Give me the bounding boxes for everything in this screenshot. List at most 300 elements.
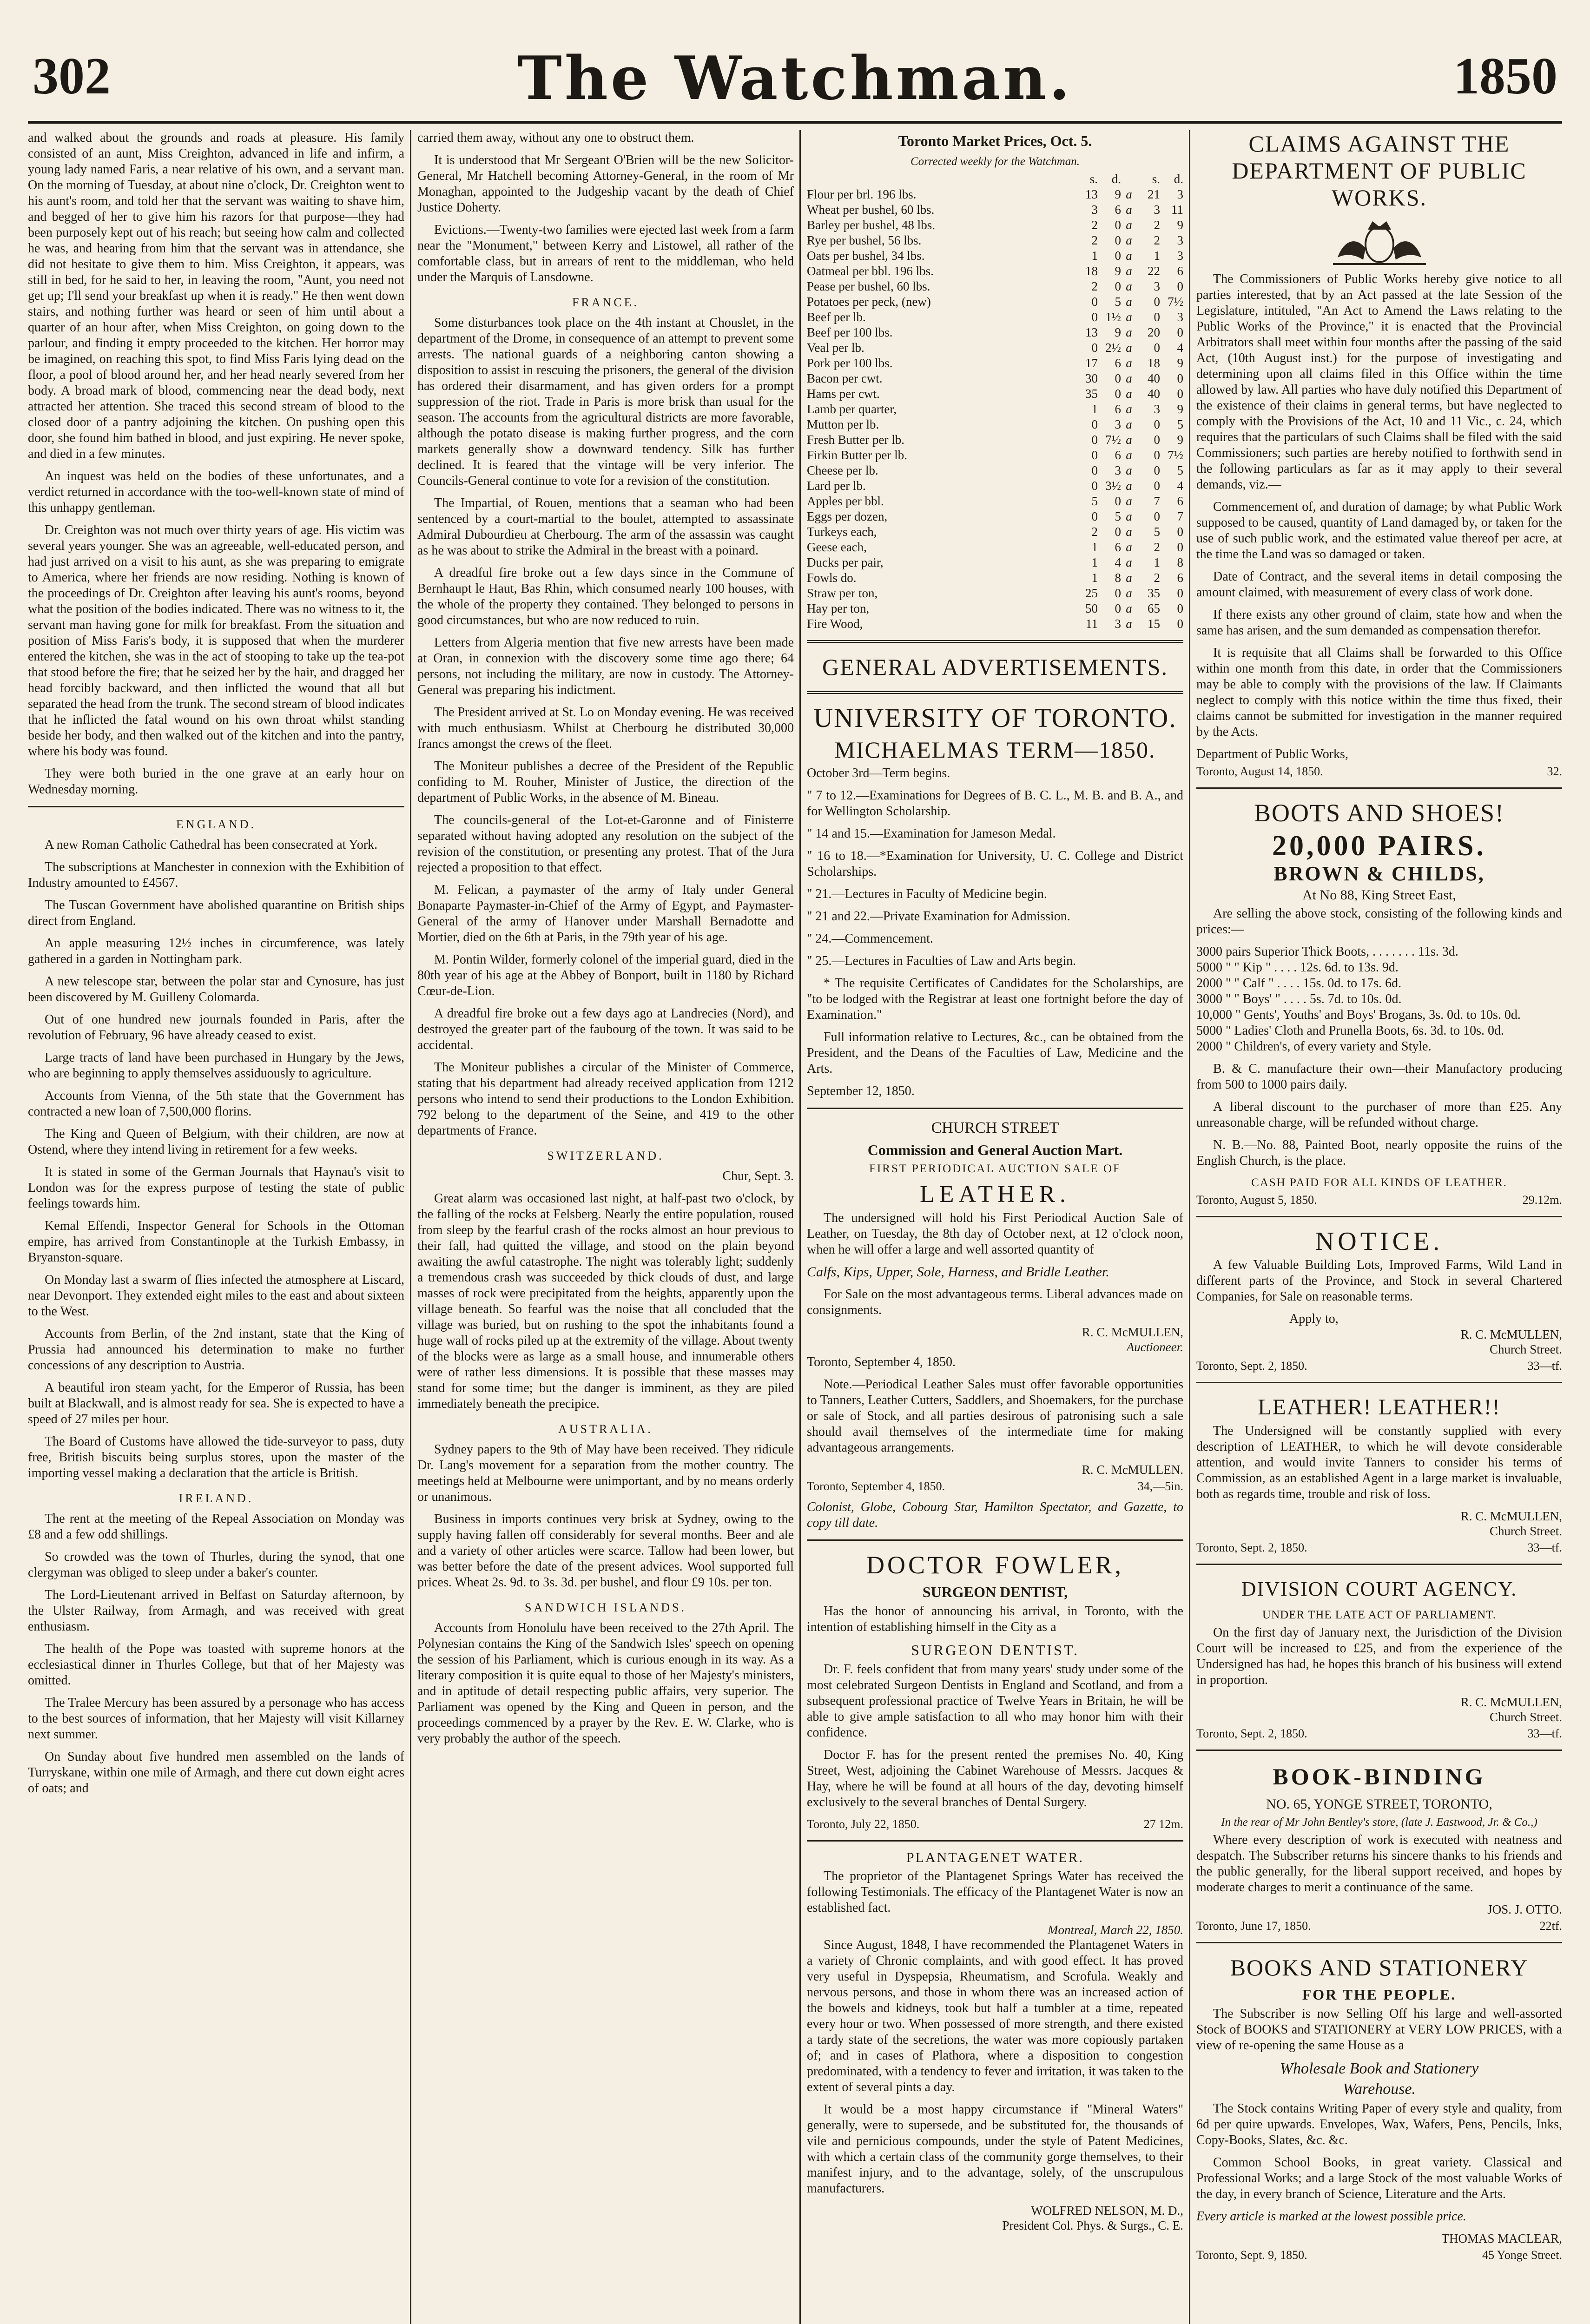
market-value: 1: [1091, 540, 1098, 554]
divider: [807, 640, 1183, 643]
boots-price-line: 5000 " " Kip " . . . . 12s. 6d. to 13s. 9d.: [1196, 960, 1399, 975]
books-signature: THOMAS MACLEAR,: [1441, 2232, 1562, 2245]
market-item: Veal per lb.: [807, 341, 864, 355]
auction-signature-role: Auctioneer.: [1126, 1340, 1183, 1354]
market-value: a: [1126, 402, 1132, 416]
claims-body: If there exists any other ground of claim, state how and when the same has arisen, and the sum demanded as compensation therefor.: [1196, 607, 1562, 638]
market-row: [807, 325, 1183, 340]
news-item: The King and Queen of Belgium, with their children, are now at Ostend, where they intend living in retirement for a few weeks.: [28, 1127, 404, 1157]
market-value: 7: [1154, 494, 1160, 508]
news-item: The President arrived at St. Lo on Monday evening. He was received with much enthusiasm. Whilst at Cherbourg he distributed 30,000 francs amongst the crews of the fleet.: [417, 705, 794, 751]
news-item: The Tralee Mercury has been assured by a personage who has access to the best sources of information, that her Majesty will visit Killarney next summer.: [28, 1696, 404, 1742]
market-prices-table: [807, 172, 1183, 632]
boots-date: Toronto, August 5, 1850.: [1196, 1193, 1317, 1207]
market-item: Oats per bushel, 34 lbs.: [807, 249, 925, 263]
university-info: Full information relative to Lectures, &c., can be obtained from the President, and the Deans of the Faculties of Law, Medicine and the Arts.: [807, 1030, 1183, 1076]
article-paragraph: They were both buried in the one grave at an early hour on Wednesday morning.: [28, 766, 404, 797]
market-value: 18: [1148, 356, 1160, 370]
divider: [1196, 1564, 1562, 1565]
market-row: [807, 310, 1183, 325]
fowler-body: Doctor F. has for the present rented the premises No. 40, King Street, West, adjoining the Cabinet Warehouse of Messrs. Jacques & Hay, where he will be found at all hours of the day, devoting himself exclusively to the several branches of Dental Surgery.: [807, 1748, 1183, 1809]
market-value: 5: [1177, 417, 1183, 431]
unit-shillings: s.: [1152, 172, 1160, 186]
unit-pence: d.: [1174, 172, 1183, 186]
market-value: 11: [1171, 203, 1183, 217]
market-value: 6: [1115, 203, 1121, 217]
market-value: 0: [1115, 279, 1121, 293]
market-value: 7½: [1168, 448, 1183, 462]
market-value: 50: [1085, 601, 1098, 615]
market-value: 0: [1091, 433, 1098, 447]
university-date: September 12, 1850.: [807, 1084, 915, 1098]
market-item: Eggs per dozen,: [807, 509, 888, 523]
market-value: 3: [1177, 187, 1183, 201]
market-value: 0: [1177, 279, 1183, 293]
market-value: 0: [1115, 494, 1121, 508]
masthead: [28, 28, 1562, 124]
market-value: 1½: [1105, 310, 1121, 324]
books-title: BOOKS AND STATIONERY: [1230, 1954, 1529, 1981]
section-heading-france: FRANCE.: [572, 296, 640, 309]
market-value: 40: [1148, 371, 1160, 385]
division-signature: R. C. McMULLEN,: [1460, 1695, 1562, 1709]
market-item: Rye per bushel, 56 lbs.: [807, 233, 922, 247]
university-title: UNIVERSITY OF TORONTO.: [813, 703, 1177, 733]
market-row: [807, 248, 1183, 264]
news-item: It is stated in some of the German Journals that Haynau's visit to London was for the express purpose of testing the state of public feelings towards him.: [28, 1165, 404, 1211]
leather-code: 33—tf.: [1527, 1541, 1562, 1554]
news-item: A new Roman Catholic Cathedral has been consecrated at York.: [45, 838, 378, 852]
market-value: a: [1126, 356, 1132, 370]
auction-date: Toronto, September 4, 1850.: [807, 1355, 956, 1369]
market-value: 1: [1091, 249, 1098, 263]
market-value: 3: [1154, 203, 1160, 217]
market-row: [807, 279, 1183, 294]
market-value: 5: [1115, 509, 1121, 523]
fowler-role: SURGEON DENTIST.: [910, 1642, 1080, 1658]
market-value: 3½: [1105, 479, 1121, 493]
news-item: The Tuscan Government have abolished quarantine on British ships direct from England.: [28, 898, 404, 928]
market-value: 0: [1091, 463, 1098, 477]
news-item: Some disturbances took place on the 4th instant at Chouslet, in the department of the Drome, in consequence of an attempt to prevent some arrests. The national guards of a neighboring canton showing a disposition to assist in rescuing the prisoners, the general of the division has ordered their disarmament, and has given orders for a prompt suppression of the riot. Trade in Paris is more brisk than usual for the season. The accounts from the agricultural districts are more favorable, although the potato disease is making further progress, and the corn markets generally show a downward tendency. Silk has further declined. It is feared that the vintage will be very inferior. The Councils-General continue to vote for a revision of the constitution.: [417, 316, 794, 488]
dateline: Chur, Sept. 3.: [722, 1169, 794, 1183]
notice-signature: R. C. McMULLEN,: [1460, 1327, 1562, 1341]
market-value: 3: [1154, 279, 1160, 293]
unit-shillings: s.: [1089, 172, 1098, 186]
market-value: a: [1126, 509, 1132, 523]
market-row: [807, 616, 1183, 632]
division-code: 33—tf.: [1527, 1727, 1562, 1740]
market-item: Pork per 100 lbs.: [807, 356, 893, 370]
market-value: 0: [1177, 525, 1183, 539]
market-value: a: [1126, 448, 1132, 462]
market-value: 13: [1085, 187, 1098, 201]
market-value: 20: [1148, 325, 1160, 339]
market-value: 3: [1115, 417, 1121, 431]
market-row: [807, 187, 1183, 202]
market-item: Firkin Butter per lb.: [807, 448, 907, 462]
notice-apply: Apply to,: [1289, 1312, 1339, 1326]
section-heading-ireland: IRELAND.: [178, 1492, 254, 1505]
market-value: 0: [1091, 479, 1098, 493]
auction-terms: For Sale on the most advantageous terms. Liberal advances made on consignments.: [807, 1287, 1183, 1317]
market-row: [807, 386, 1183, 402]
plantagenet-body: The proprietor of the Plantagenet Springs Water has received the following Testimonials. The efficacy of the Plantagenet Water is now an established fact.: [807, 1869, 1183, 1915]
divider: [1196, 1382, 1562, 1383]
market-item: Cheese per lb.: [807, 463, 878, 477]
market-item: Hams per cwt.: [807, 387, 880, 401]
news-item: Great alarm was occasioned last night, at half-past two o'clock, by the falling of the rocks at Felsberg. Nearly the entire population, roused from sleep by the fearful crash of the rocks almost an hour previous to their fall, had quitted the village, and stood on the plain beyond awaiting the awful catastrophe. The night was tolerably light; suddenly a tremendous crash was succeeded by thick clouds of dust, and large masses of rock were precipitated from the heights, apparently upon the village beneath. So fearful was the noise that all concluded that the village was buried, but on rushing to the spot the inhabitants found a huge wall of rocks piled up at the extremity of the village. About twenty of the blocks were as large as a small house, and innumerable others were of rather less dimensions. It is possible that these masses may stand for some time; but the danger is imminent, as they are piled immediately beneath the precipice.: [417, 1191, 794, 1411]
market-value: 4: [1177, 341, 1183, 355]
term-line: " 14 and 15.—Examination for Jameson Medal.: [807, 826, 1056, 841]
market-value: 6: [1115, 540, 1121, 554]
leather-title: LEATHER! LEATHER!!: [1258, 1395, 1501, 1419]
market-row: [807, 478, 1183, 494]
market-value: 5: [1091, 494, 1098, 508]
market-value: a: [1126, 371, 1132, 385]
market-row: [807, 448, 1183, 463]
market-value: 2: [1154, 218, 1160, 232]
market-item: Mutton per lb.: [807, 417, 879, 431]
market-item: Beef per 100 lbs.: [807, 325, 893, 339]
market-value: 8: [1177, 555, 1183, 569]
auction-sale-line: FIRST PERIODICAL AUCTION SALE OF: [869, 1162, 1121, 1175]
market-value: 2: [1091, 525, 1098, 539]
news-item: Out of one hundred new journals founded in Paris, after the revolution of February, 96 have already ceased to exist.: [28, 1012, 404, 1043]
market-value: a: [1126, 341, 1132, 355]
market-value: 0: [1091, 295, 1098, 309]
market-value: a: [1126, 555, 1132, 569]
boots-price-line: 3000 pairs Superior Thick Boots, . . . . . . . 11s. 3d.: [1196, 944, 1458, 959]
divider: [807, 691, 1183, 694]
term-line: " 21 and 22.—Private Examination for Admission.: [807, 909, 1070, 924]
auction-signature-2: R. C. McMULLEN.: [1082, 1463, 1183, 1477]
market-value: 0: [1177, 586, 1183, 600]
market-value: a: [1126, 417, 1132, 431]
market-value: 0: [1154, 448, 1160, 462]
church-street-title: CHURCH STREET: [931, 1119, 1059, 1136]
market-value: a: [1126, 433, 1132, 447]
fowler-title: DOCTOR FOWLER,: [866, 1551, 1124, 1579]
division-title: DIVISION COURT AGENCY.: [1241, 1578, 1517, 1600]
news-item: The Moniteur publishes a circular of the Minister of Commerce, stating that his department had already received application from 1212 persons who intend to send their productions to the London Exhibition. 792 belong to the department of the Seine, and 419 to the other departments of France.: [417, 1060, 794, 1138]
market-row: [807, 218, 1183, 233]
market-item: Pease per bushel, 60 lbs.: [807, 279, 930, 293]
article-paragraph: and walked about the grounds and roads at pleasure. His family consisted of an aunt, Miss Creighton, advanced in life and infirm, a young lady named Faris, a near relative of his own, and a servant man. On the morning of Tuesday, at about nine o'clock, Dr. Creighton went to his aunt's room, and told her that the servant was waiting to shave him, and begged of her to give him his razors for that purpose—they had been purposely kept out of his reach; but seeing how calm and collected he was, and hearing from him that the servant was in attendance, she did not hesitate to give them to him. Miss Creighton, it appears, was still in bed, for he said to her, in leaving the room, "Aunt, you need not get up; I'll send your breakfast up when it is ready." He then went down stairs, and nothing further was heard or seen of him until about a quarter of an hour after, when Miss Creighton, on going down to the parlour, and finding it empty proceeded to the kitchen. Her horror may be imagined, on reaching this spot, to find Miss Faris lying dead on the floor, a pool of blood around her, and her head nearly severed from her body. A broad mark of blood, commencing near the dead body, next attracted her attention. She traced this second stream of blood to the closed door of a pantry adjoining the kitchen. On pushing open this door, she found him bathed in blood, and just expiring. He never spoke, and died in a few minutes.: [28, 131, 404, 461]
market-value: 0: [1091, 448, 1098, 462]
news-item: So crowded was the town of Thurles, during the synod, that one clergyman was obliged to sleep under a baker's counter.: [28, 1550, 404, 1580]
market-value: 6: [1115, 356, 1121, 370]
claims-code: 32.: [1547, 765, 1562, 778]
market-value: 5: [1177, 463, 1183, 477]
claims-body: Date of Contract, and the several items in detail composing the amount claimed, with measurement of every class of work done.: [1196, 569, 1562, 600]
term-line: " 16 to 18.—*Examination for University, U. C. College and District Scholarships.: [807, 849, 1183, 879]
market-value: 0: [1177, 325, 1183, 339]
divider: [1196, 1216, 1562, 1217]
royal-crest-icon: [1328, 216, 1431, 267]
market-value: 22: [1148, 264, 1160, 278]
boots-intro: Are selling the above stock, consisting of the following kinds and prices:—: [1196, 906, 1562, 937]
market-title: Toronto Market Prices, Oct. 5.: [898, 132, 1092, 149]
notice-signature-street: Church Street.: [1490, 1342, 1562, 1356]
market-value: 0: [1154, 417, 1160, 431]
news-item: The Lord-Lieutenant arrived in Belfast on Saturday afternoon, by the Ulster Railway, from Armagh, and was received with great enthusiasm.: [28, 1588, 404, 1634]
market-value: a: [1126, 494, 1132, 508]
boots-price-line: 3000 " " Boys' " . . . . 5s. 7d. to 10s. 0d.: [1196, 992, 1402, 1006]
market-value: 0: [1177, 540, 1183, 554]
market-row: [807, 402, 1183, 417]
auction-date-2: Toronto, September 4, 1850.: [807, 1479, 945, 1493]
market-item: Lard per lb.: [807, 479, 866, 493]
article-paragraph: Dr. Creighton was not much over thirty years of age. His victim was several years younger. She was an agreeable, well-educated person, and had just arrived on a visit to his aunt, as she was preparing to emigrate to America, where her friends are now residing. Nothing is known of the proceedings of Dr. Creighton after leaving his aunt's rooms, beyond what the position of the bodies indicated. There was no witness to it, the servant man having gone for milk for breakfast. From the situation and position of Miss Faris's body, it is supposed that when the murderer entered the kitchen, she was in the act of stooping to take up the tea-pot that stood before the fire; that he seized her by the hair, and dragged her head forcibly backward, and then inflicted the wound that all but separated the head from the trunk. The second stream of blood indicates that he inflicted the fatal wound on his own throat whilst standing beside her body, and then walked out of the kitchen and into the pantry, where his body was found.: [28, 523, 404, 759]
term-line: October 3rd—Term begins.: [807, 766, 950, 780]
market-value: 3: [1154, 402, 1160, 416]
market-value: 0: [1154, 310, 1160, 324]
books-body: The Stock contains Writing Paper of every style and quality, from 6d per quire upwards. Envelopes, Wax, Wafers, Pens, Pencils, Inks, Copy-Books, Slates, &c. &c.: [1196, 2101, 1562, 2147]
market-item: Ducks per pair,: [807, 555, 884, 569]
market-value: 9: [1177, 433, 1183, 447]
market-item: Potatoes per peck, (new): [807, 295, 931, 309]
market-item: Lamb per quarter,: [807, 402, 897, 416]
news-item: The Impartial, of Rouen, mentions that a seaman who had been sentenced by a court-martial to the boulet, attempted to assassinate Admiral Dubourdieu at Cherbourg. The arm of the assassin was caught as he was about to strike the Admiral in the breast with a poinard.: [417, 496, 794, 558]
plantagenet-place: Montreal, March 22, 1850.: [1048, 1923, 1183, 1937]
auction-note: Note.—Periodical Leather Sales must offer favorable opportunities to Tanners, Leather Cutters, Saddlers, and Shoemakers, for the purchase or sale of Stock, and all parties desirous of patronising such a sale should avail themselves of the intermediate time for making advantageous arrangements.: [807, 1377, 1183, 1455]
market-value: 15: [1148, 617, 1160, 631]
market-value: 7: [1177, 509, 1183, 523]
fowler-code: 27 12m.: [1143, 1817, 1183, 1831]
binding-previous: In the rear of Mr John Bentley's store, (late J. Eastwood, Jr. & Co.,): [1221, 1816, 1537, 1829]
claims-signature: Department of Public Works,: [1196, 747, 1348, 761]
news-item: Accounts from Honolulu have been received to the 27th April. The Polynesian contains the King of the Sandwich Isles' speech on opening the session of his Parliament, which is curious enough in its way. As a literary composition it is quite equal to those of her Majesty's ministers, and in aptitude of detail respecting public affairs, very superior. The Parliament was opened by the King and Queen in person, and the proceedings commenced by a prayer by the Rev. E. W. Clarke, who is very probably the author of the speech.: [417, 1621, 794, 1746]
general-advertisements-heading: GENERAL ADVERTISEMENTS.: [822, 654, 1168, 680]
market-value: 9: [1115, 187, 1121, 201]
binding-signature: JOS. J. OTTO.: [1487, 1902, 1562, 1916]
market-value: 25: [1085, 586, 1098, 600]
binding-date-row: [1196, 1919, 1562, 1934]
leather-signature-street: Church Street.: [1490, 1524, 1562, 1538]
books-date: Toronto, Sept. 9, 1850.: [1196, 2248, 1307, 2262]
news-item: Accounts from Berlin, of the 2nd instant, state that the King of Prussia had announced his determination to make no further concessions of any description to Austria.: [28, 1327, 404, 1373]
market-value: a: [1126, 525, 1132, 539]
divider: [1196, 787, 1562, 789]
market-item: Straw per ton,: [807, 586, 878, 600]
market-value: 0: [1091, 509, 1098, 523]
article-paragraph: carried them away, without any one to obstruct them.: [417, 131, 694, 145]
market-value: 2: [1154, 571, 1160, 585]
market-value: 2: [1154, 233, 1160, 247]
news-item: The councils-general of the Lot-et-Garonne and of Finisterre separated without having adopted any resolution on the subject of the revision of the constitution, or presenting any protest. That of the Jura rejected a proposition to that effect.: [417, 813, 794, 875]
auction-body: The undersigned will hold his First Periodical Auction Sale of Leather, on Tuesday, the 8th day of October next, at 12 o'clock noon, when he will offer a large and well assorted quantity of: [807, 1211, 1183, 1257]
news-item: A beautiful iron steam yacht, for the Emperor of Russia, has been built at Blackwall, and is almost ready for sea. She is expected to have a speed of 27 miles per hour.: [28, 1380, 404, 1426]
notice-body: A few Valuable Building Lots, Improved Farms, Wild Land in different parts of the Province, and Stock in several Chartered Companies, for Sale on reasonable terms.: [1196, 1258, 1562, 1304]
market-value: a: [1126, 586, 1132, 600]
boots-date-row: [1196, 1193, 1562, 1208]
auction-goods: Calfs, Kips, Upper, Sole, Harness, and Bridle Leather.: [807, 1264, 1109, 1280]
market-value: 1: [1091, 571, 1098, 585]
market-value: a: [1126, 295, 1132, 309]
market-value: 6: [1177, 571, 1183, 585]
market-value: 0: [1177, 371, 1183, 385]
market-value: 8: [1115, 571, 1121, 585]
market-row: [807, 463, 1183, 478]
market-value: a: [1126, 264, 1132, 278]
fowler-body: Dr. F. feels confident that from many years' study under some of the most celebrated Surgeon Dentists in England and Scotland, and from a subsequent professional practice of Twelve Years in Britain, he will be able to give ample satisfaction to all who may honor him with their confidence.: [807, 1662, 1183, 1740]
market-value: 1: [1091, 402, 1098, 416]
market-value: a: [1126, 387, 1132, 401]
divider: [807, 1539, 1183, 1541]
news-item: On Monday last a swarm of flies infected the atmosphere at Liscard, near Devonport. They extended eight miles to the east and about sixteen to the West.: [28, 1273, 404, 1319]
market-value: 2: [1154, 540, 1160, 554]
market-value: a: [1126, 233, 1132, 247]
market-value: 4: [1177, 479, 1183, 493]
market-value: 1: [1154, 555, 1160, 569]
auction-code: 34,—5in.: [1137, 1479, 1183, 1493]
market-value: 3: [1177, 310, 1183, 324]
market-value: 30: [1085, 371, 1098, 385]
auction-mart-title: Commission and General Auction Mart.: [867, 1142, 1123, 1158]
boots-firm: BROWN & CHILDS,: [1273, 862, 1485, 885]
market-value: a: [1126, 479, 1132, 493]
news-item: Accounts from Vienna, of the 5th state that the Government has contracted a new loan of 7,500,000 florins.: [28, 1089, 404, 1119]
divider: [807, 1108, 1183, 1109]
page-number: 302: [33, 47, 111, 105]
news-item: Kemal Effendi, Inspector General for Schools in the Ottoman empire, has arrived from Constantinople at the Turkish Embassy, in Bryanston-square.: [28, 1219, 404, 1265]
market-value: 0: [1154, 509, 1160, 523]
division-subtitle: UNDER THE LATE ACT OF PARLIAMENT.: [1262, 1609, 1496, 1621]
binding-address: NO. 65, YONGE STREET, TORONTO,: [1266, 1796, 1492, 1812]
market-subtitle: Corrected weekly for the Watchman.: [910, 155, 1080, 168]
market-row: [807, 540, 1183, 555]
market-value: 35: [1148, 586, 1160, 600]
article-paragraph: An inquest was held on the bodies of these unfortunates, and a verdict returned in accordance with the too-well-known state of mind of this unhappy gentleman.: [28, 469, 404, 515]
market-value: a: [1126, 617, 1132, 631]
market-value: 3: [1115, 617, 1121, 631]
market-value: 9: [1115, 325, 1121, 339]
market-value: a: [1126, 601, 1132, 615]
market-value: 3: [1091, 203, 1098, 217]
market-value: 0: [1115, 601, 1121, 615]
market-row: [807, 294, 1183, 310]
market-value: 18: [1085, 264, 1098, 278]
market-value: 0: [1115, 249, 1121, 263]
boots-body: A liberal discount to the purchaser of more than £25. Any unreasonable charge, will be refunded without charge.: [1196, 1100, 1562, 1130]
market-value: 0: [1115, 586, 1121, 600]
books-address: 45 Yonge Street.: [1482, 2248, 1562, 2262]
market-value: 0: [1177, 601, 1183, 615]
division-date: Toronto, Sept. 2, 1850.: [1196, 1727, 1307, 1740]
news-item: A new telescope star, between the polar star and Cynosure, has just been discovered by M. Guilleny Colomarda.: [28, 974, 404, 1004]
term-line: " 24.—Commencement.: [807, 931, 933, 946]
binding-date: Toronto, June 17, 1850.: [1196, 1919, 1311, 1933]
issue-year: 1850: [1453, 47, 1557, 105]
university-term: MICHAELMAS TERM—1850.: [834, 737, 1156, 763]
market-value: 2: [1091, 233, 1098, 247]
auction-date-row: [807, 1479, 1183, 1494]
column-4: [1196, 130, 1562, 2324]
division-signature-street: Church Street.: [1490, 1710, 1562, 1724]
leather-body: The Undersigned will be constantly supplied with every description of LEATHER, to which he will devote considerable attention, and would invite Tanners to consider his terms of Commission, as an established Agent in a large market is invaluable, both as regards time, trouble and risk of loss.: [1196, 1424, 1562, 1501]
market-row: [807, 264, 1183, 279]
market-row: [807, 586, 1183, 601]
boots-price-line: 5000 " Ladies' Cloth and Prunella Boots, 6s. 3d. to 10s. 0d.: [1196, 1023, 1504, 1038]
boots-pairs: 20,000 PAIRS.: [1272, 830, 1486, 862]
market-value: a: [1126, 203, 1132, 217]
market-row: [807, 432, 1183, 448]
market-value: a: [1126, 279, 1132, 293]
binding-body: Where every description of work is executed with neatness and despatch. The Subscriber returns his sincere thanks to his friends and the public generally, for the liberal support received, and hopes by moderate charges to merit a continuance of the same.: [1196, 1833, 1562, 1895]
boots-address: At No 88, King Street East,: [1302, 887, 1456, 903]
boots-body: B. & C. manufacture their own—their Manufactory producing from 500 to 1000 pairs daily.: [1196, 1062, 1562, 1092]
market-value: 6: [1115, 402, 1121, 416]
market-row: [807, 233, 1183, 248]
divider: [807, 1840, 1183, 1842]
market-value: 0: [1115, 233, 1121, 247]
market-row: [807, 202, 1183, 218]
term-line: " 25.—Lectures in Faculties of Law and Arts begin.: [807, 954, 1076, 968]
boots-cash-line: CASH PAID FOR ALL KINDS OF LEATHER.: [1251, 1176, 1507, 1189]
divider: [28, 806, 404, 807]
books-body: Common School Books, in great variety. Classical and Professional Works; and a large Stock of the most valuable Works of the day, in every branch of Science, Literature and the Arts.: [1196, 2155, 1562, 2201]
market-value: 0: [1091, 417, 1098, 431]
market-value: 3: [1115, 463, 1121, 477]
market-value: 6: [1115, 448, 1121, 462]
market-item: Fire Wood,: [807, 617, 863, 631]
market-value: 35: [1085, 387, 1098, 401]
news-item: A dreadful fire broke out a few days since in the Commune of Bernhaupt le Haut, Bas Rhin, which consumed nearly 100 houses, with the whole of the property they contained. They belonged to persons in good circumstances, but who are now reduced to ruin.: [417, 566, 794, 627]
newspaper-title: The Watchman.: [517, 44, 1073, 113]
news-item: The subscriptions at Manchester in connexion with the Exhibition of Industry amounted to £4567.: [28, 860, 404, 890]
section-heading-switzerland: SWITZERLAND.: [547, 1149, 664, 1162]
news-item: Large tracts of land have been purchased in Hungary by the Jews, who are beginning to apply themselves assiduously to agriculture.: [28, 1050, 404, 1081]
news-item: A dreadful fire broke out a few days ago at Landrecies (Nord), and destroyed the greater part of the faubourg of the town. It was said to be accidental.: [417, 1006, 794, 1052]
market-value: 13: [1085, 325, 1098, 339]
market-value: 7½: [1168, 295, 1183, 309]
news-item: The health of the Pope was toasted with supreme honors at the ecclesiastical dinner in Thurles College, but that of her Majesty was omitted.: [28, 1642, 404, 1688]
market-value: 9: [1115, 264, 1121, 278]
plantagenet-signature-title: President Col. Phys. & Surgs., C. E.: [1002, 2218, 1183, 2232]
market-value: 0: [1154, 463, 1160, 477]
claims-body: Commencement of, and duration of damage; by what Public Work supposed to be caused, quantity of Land damaged by, or taken for the use of such public work, and the estimated value thereof per acre, at the time the Land was so damaged or taken.: [1196, 500, 1562, 561]
market-value: 6: [1177, 494, 1183, 508]
auction-item: LEATHER.: [919, 1181, 1071, 1208]
market-value: 2½: [1105, 341, 1121, 355]
market-value: 9: [1177, 356, 1183, 370]
books-warehouse: Warehouse.: [1342, 2080, 1416, 2098]
market-value: 0: [1177, 617, 1183, 631]
market-row: [807, 417, 1183, 432]
books-body: The Subscriber is now Selling Off his large and well-assorted Stock of BOOKS and STATIONERY at VERY LOW PRICES, with a view of re-opening the same House as a: [1196, 2007, 1562, 2053]
news-item: On Sunday about five hundred men assembled on the lands of Turryskane, within one mile of Armagh, and there cut down eight acres of oats; and: [28, 1750, 404, 1796]
market-value: 3: [1177, 233, 1183, 247]
claims-date-row: [1196, 764, 1562, 779]
books-wholesale: Wholesale Book and Stationery: [1280, 2060, 1479, 2077]
news-item: The Board of Customs have allowed the tide-surveyor to pass, duty free, British biscuits being surplus stores, upon the master of the importing vessel making a declaration that the article is British.: [28, 1434, 404, 1480]
notice-code: 33—tf.: [1527, 1359, 1562, 1373]
auction-signature: R. C. McMULLEN,: [1082, 1325, 1183, 1339]
market-row: [807, 555, 1183, 570]
market-value: 1: [1154, 249, 1160, 263]
market-value: 0: [1115, 371, 1121, 385]
leather-date: Toronto, Sept. 2, 1850.: [1196, 1541, 1307, 1554]
fowler-subtitle: SURGEON DENTIST,: [922, 1584, 1068, 1600]
news-item: The Moniteur publishes a decree of the President of the Republic confiding to M. Rouher, Minister of Justice, the direction of the department of Public Works, in the absence of M. Bineau.: [417, 759, 794, 805]
binding-code: 22tf.: [1539, 1919, 1562, 1933]
fowler-body: Has the honor of announcing his arrival, in Toronto, with the intention of establishing himself in the City as a: [807, 1604, 1183, 1634]
fowler-date-row: [807, 1817, 1183, 1832]
market-value: 65: [1148, 601, 1160, 615]
market-item: Apples per bbl.: [807, 494, 884, 508]
claims-body: It is requisite that all Claims shall be forwarded to this Office within one month from this date, in order that the Commissioners may be able to comply with the provisions of the law. If Claimants neglect to comply with this notice within the time thus fixed, their claims cannot be submitted for investigation in the manner required by the Acts.: [1196, 646, 1562, 739]
